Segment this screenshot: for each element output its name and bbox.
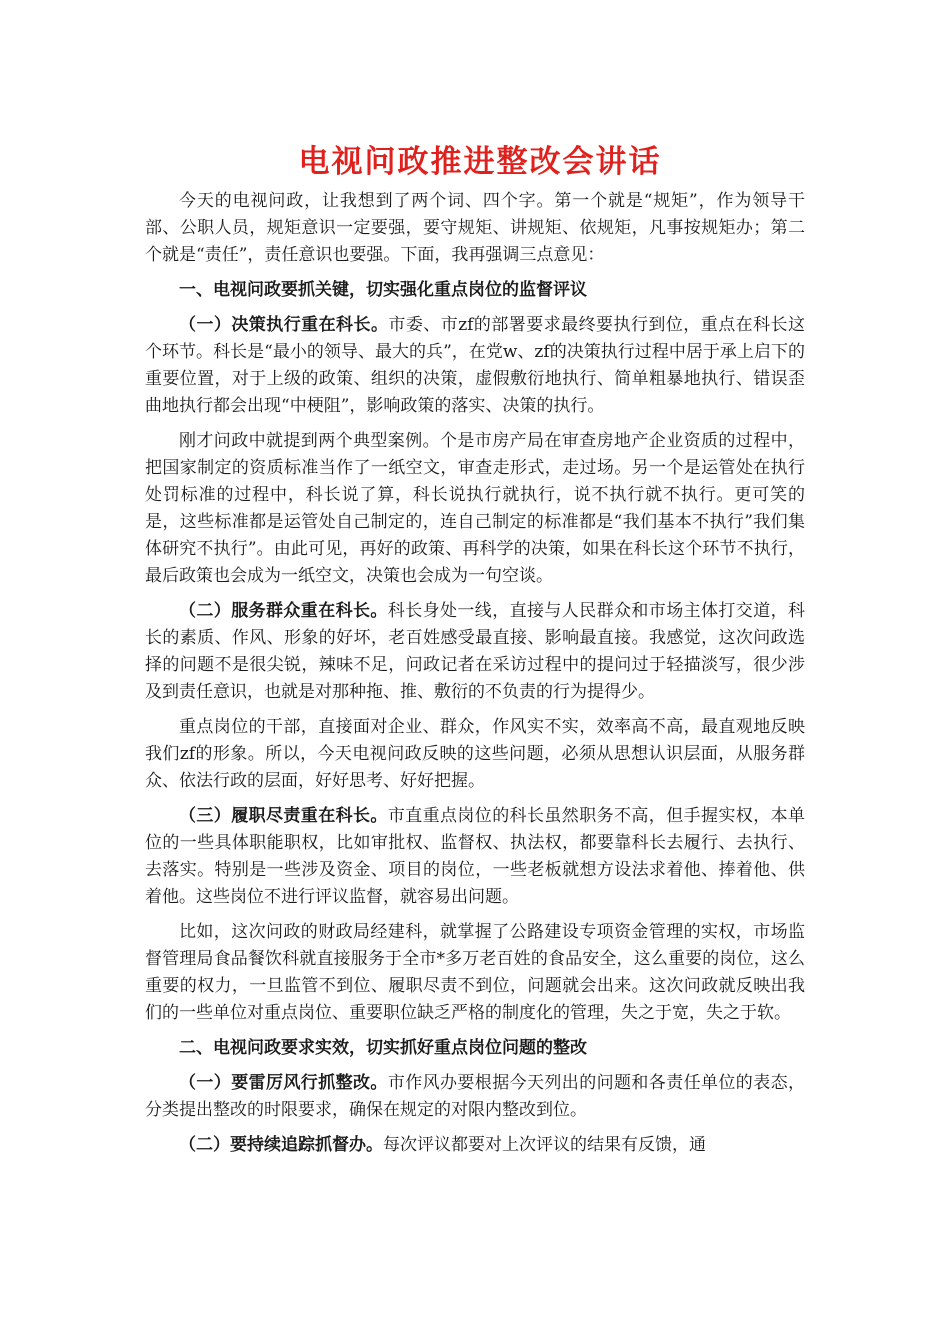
paragraph-lead: （三）履职尽责重在科长。 [179, 806, 388, 826]
section-1-heading: 一、电视问政要抓关键，切实强化重点岗位的监督评议 [179, 280, 587, 300]
paragraph-body: 每次评议都要对上次评议的结果有反馈，通 [383, 1135, 706, 1155]
paragraph-body: 科长身处一线，直接与人民群众和市场主体打交道，科长的素质、作风、形象的好坏，老百姓感受最直接、影响最直接。我感觉，这次问政选择的问题不是很尖锐，辣味不足，问政记者在采访过程中的提问过于轻描淡写，很少涉及到责任意识，也就是对那种拖、推、敷衍的不负责的行为提得少。 [145, 601, 806, 702]
paragraph-lead: （一）决策执行重在科长。 [179, 315, 389, 335]
paragraph-lead: （二）服务群众重在科长。 [179, 601, 388, 621]
paragraph-body: 市直重点岗位的科长虽然职务不高，但手握实权，本单位的一些具体职能职权，比如审批权、监督权、执法权，都要靠科长去履行、去执行、去落实。特别是一些涉及资金、项目的岗位，一些老板就想方设法求着他、捧着他、供着他。这些岗位不进行评议监督，就容易出问题。 [145, 806, 806, 907]
section-1-paragraph-1 [145, 312, 805, 420]
section-2-paragraph-1 [145, 1070, 805, 1124]
document-title: 电视问政推进整改会讲话 [298, 144, 662, 180]
section-1-paragraph-5 [145, 803, 805, 911]
paragraph-body: 市作风办要根据今天列出的问题和各责任单位的表态，分类提出整改的时限要求，确保在规定的对限内整改到位。 [145, 1073, 806, 1120]
section-1-paragraph-6: 比如，这次问政的财政局经建科，就掌握了公路建设专项资金管理的实权，市场监督管理局食品餐饮科就直接服务于全市*多万老百姓的食品安全，这么重要的岗位，这么重要的权力，一旦监管不到位、履职尽责不到位，问题就会出来。这次问政就反映出我们的一些单位对重点岗位、重要职位缺乏严格的制度化的管理，失之于宽，失之于软。 [145, 922, 805, 1023]
section-2-heading: 二、电视问政要求实效，切实抓好重点岗位问题的整改 [179, 1038, 587, 1058]
paragraph-body: 市委、市zf的部署要求最终要执行到位，重点在科长这个环节。科长是“最小的领导、最大的兵”，在党w、zf的决策执行过程中居于承上启下的重要位置，对于上级的政策、组织的决策，虚假敷衍地执行、简单粗暴地执行、错误歪曲地执行都会出现“中梗阻”，影响政策的落实、决策的执行。 [145, 315, 806, 416]
paragraph-lead: （二）要持续追踪抓督办。 [179, 1135, 383, 1155]
paragraph-lead: （一）要雷厉风行抓整改。 [179, 1073, 388, 1093]
section-2-paragraph-2 [145, 1132, 805, 1159]
document-body [145, 140, 805, 1167]
section-1-paragraph-2: 刚才问政中就提到两个典型案例。个是市房产局在审查房地产企业资质的过程中，把国家制定的资质标准当作了一纸空文，审查走形式，走过场。另一个是运管处在执行处罚标准的过程中，科长说了算，科长说执行就执行，说不执行就不执行。更可笑的是，这些标准都是运管处自己制定的，连自己制定的标准都是“我们基本不执行”我们集体研究不执行”。由此可见，再好的政策、再科学的决策，如果在科长这个环节不执行，最后政策也会成为一纸空文，决策也会成为一句空谈。 [145, 431, 805, 586]
section-1-paragraph-3 [145, 598, 805, 706]
section-1-paragraph-4: 重点岗位的干部，直接面对企业、群众，作风实不实，效率高不高，最直观地反映我们zf的形象。所以，今天电视问政反映的这些问题，必须从思想认识层面，从服务群众、依法行政的层面，好好思考、好好把握。 [145, 717, 805, 791]
intro-paragraph: 今天的电视问政，让我想到了两个词、四个字。第一个就是“规矩”，作为领导干部、公职人员，规矩意识一定要强，要守规矩、讲规矩、依规矩，凡事按规矩办；第二个就是“责任”，责任意识也要强。下面，我再强调三点意见： [145, 191, 805, 265]
